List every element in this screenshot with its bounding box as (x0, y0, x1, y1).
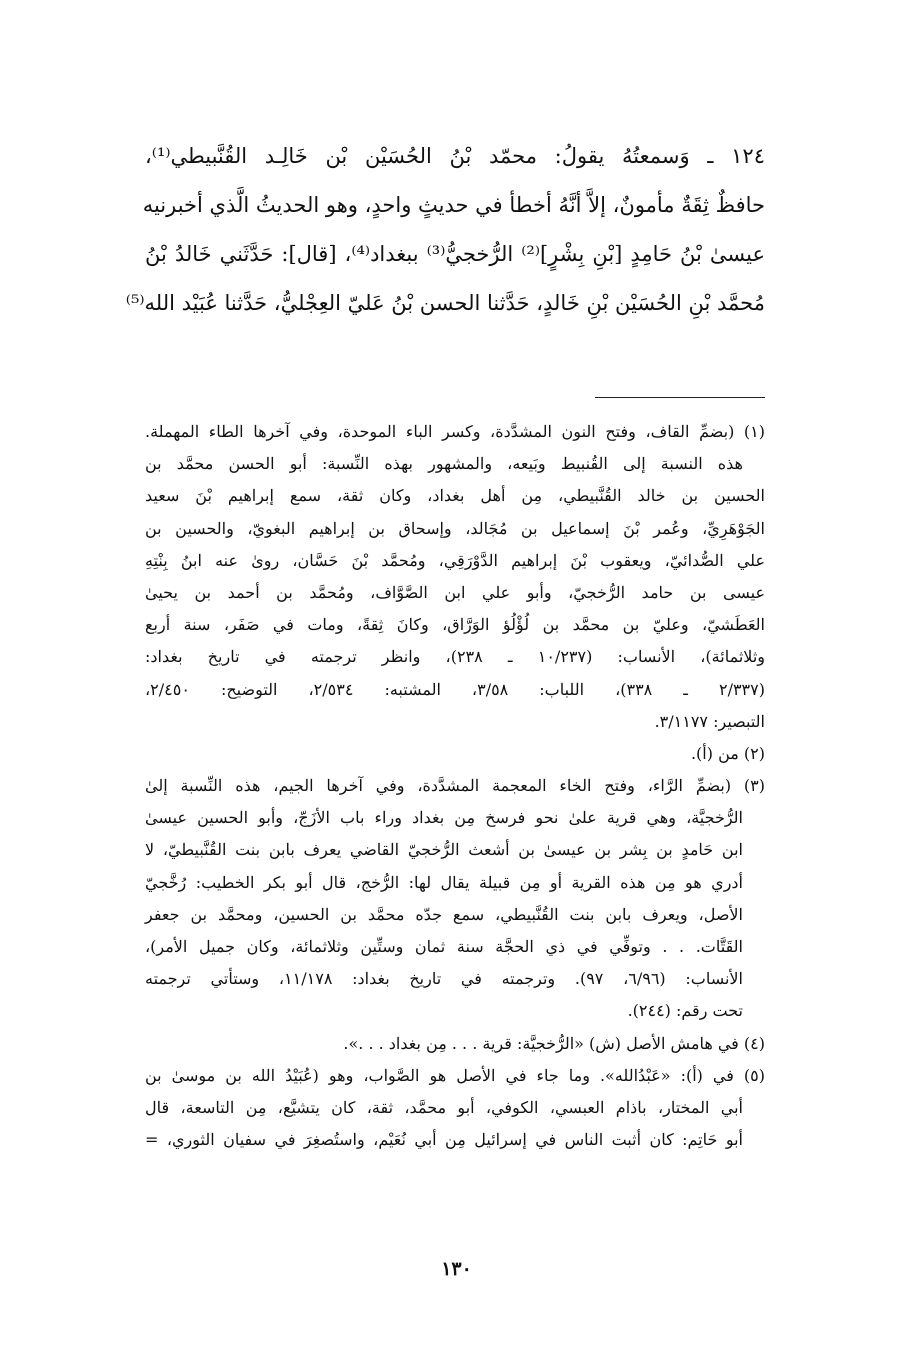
footnote-line: تحت رقم: (٢٤٤). (627, 1001, 743, 1021)
footnote-line: وثلاثمائة)، الأنساب: (١٠/٢٣٧ ـ ٢٣٨)، وانظر ترجمته في تاريخ بغداد: (145, 647, 766, 667)
footnote-line: الرُّخجيَّة، وهي قرية علىٰ نحو فرسخ مِن بغداد وراء باب الأزَجّ، وأبو الحسين عيسىٰ (145, 808, 743, 828)
hadith-line: حافظٌ ثِقَةٌ مأمونٌ، إلاَّ أنَّهُ أخطأ في حديثٍ واحدٍ، وهو الحديثُ الَّذي أخبرنيه (142, 193, 765, 217)
footnote-line: أبو حَاتِم: كان أثبت الناس في إسرائيل مِن أبي نُعَيْم، واستُصغِرَ في سفيان الثوري، = (145, 1130, 743, 1150)
hadith-text (125, 132, 766, 328)
footnote-line: القَتَّات. . . وتوفِّي في ذي الحجَّة سنة ثمان وستِّين وثلاثمائة، وكان جميل الأمر)، (145, 937, 743, 956)
footnote-line: العَطَشيّ، وعليّ بن محمَّد بن لُؤْلُؤ الوَرَّاق، وكانَ ثِقةً، ومات في صَفَر، سنة أربع (145, 615, 765, 635)
footnote-line: هذه النسبة إلى القُنبيط وبَيعه، والمشهور بهذه النِّسبة: أبو الحسن محمَّد بن (145, 454, 743, 474)
footnote-divider (595, 397, 765, 398)
footnote-line: (٢/٣٣٧ ـ ٣٣٨)، اللباب: ٣/٥٨، المشتبه: ٢/٥٣٤، التوضيح: ٢/٤٥٠، (145, 679, 765, 699)
footnotes (145, 416, 765, 1156)
hadith-line: مُحمَّد بْنِ الحُسَيْن بْنِ خَالدٍ، حَدَّثنا الحسن بْنُ عَليّ العِجْليُّ، حَدَّثنا عُبَيْد الله⁽⁵⁾ (125, 291, 765, 315)
footnote-line: (٢) من (أ). (690, 743, 765, 763)
page-number: ١٣٠ (441, 1258, 472, 1280)
footnote-line: (٤) في هامش الأصل (ش) «الرُّخجيَّة: قرية . . . مِن بغداد . . .». (343, 1033, 765, 1053)
footnote-line: عيسى بن حامد الرُّخجيّ، وأبو علي ابن الصَّوَّاف، ومُحمَّد بن أحمد بن يحيىٰ (145, 582, 765, 602)
footnote-line: (١) (بضمِّ القاف، وفتح النون المشدَّدة، وكسر الباء الموحدة، وفي آخرها الطاء المهملة. (145, 422, 765, 441)
footnote-line: الحسين بن خالد القُنَّبيطي، مِن أهل بغداد، وكان ثقة، سمع إبراهيم بْنَ سعيد (145, 486, 765, 506)
hadith-line: ١٢٤ ـ وَسمعتُهُ يقولُ: محمّد بْنُ الحُسَيْن بْن خَالِـد القُنَّبيطي⁽¹⁾، (145, 144, 765, 168)
footnote-line: الأنساب: (٦/٩٦، ٩٧). وترجمته في تاريخ بغداد: ١١/١٧٨، وستأتي ترجمته (145, 969, 743, 989)
footnote-line: ابن حَامدٍ بن بِشر بن عيسىٰ بن أشعث الرُّخجيّ القاضي يعرف بابن بنت القُنَّبيطيّ، لا (145, 840, 743, 860)
footnote-line: علي الصُّدائيّ، ويعقوب بْنَ إبراهيم الدَّوْرَقِي، ومُحمَّد بْنَ حَسَّان، روىٰ عنه ابنُ بِنْتِهِ (145, 550, 765, 570)
footnote-line: (٣) (بضمِّ الرَّاء، وفتح الخاء المعجمة المشدَّدة، وفي آخرها الجيم، هذه النِّسبة إلىٰ (145, 776, 765, 796)
footnote-line: أدري هو مِن هذه القرية أو مِن قبيلة يقال لها: الرُّخج، قال أبو بكر الخطيب: رُخَّجيّ (145, 872, 743, 892)
footnote-line: التبصير: ٣/١١٧٧. (654, 711, 765, 731)
footnote-line: الجَوْهَرِيِّ، وعُمر بْنَ إسماعيل بن مُجَالد، وإسحاق بن إبراهيم البغويّ، والحسين بن (145, 518, 765, 538)
footnote-line: الأصل، ويعرف بابن بنت القُنَّبيطي، سمع جدّه محمَّد بن الحسين، ومحمَّد بن جعفر (145, 904, 743, 924)
hadith-line: عيسىٰ بْنُ حَامِدٍ [بْنِ بِشْرٍ]⁽²⁾ الرُّخجيُّ⁽³⁾ ببغداد⁽⁴⁾، [قال]: حَدَّثَني خَالدُ بْنُ (145, 242, 766, 266)
footnote-line: أبي المختار، باذام العبسي، الكوفي، أبو محمَّد، ثقة، كان يتشيَّع، مِن التاسعة، قال (145, 1097, 743, 1117)
footnote-line: (٥) في (أ): «عَبْدُالله». وما جاء في الأصل هو الصَّواب، وهو (عُبَيْدُ الله بن موسىٰ بن (145, 1065, 765, 1085)
